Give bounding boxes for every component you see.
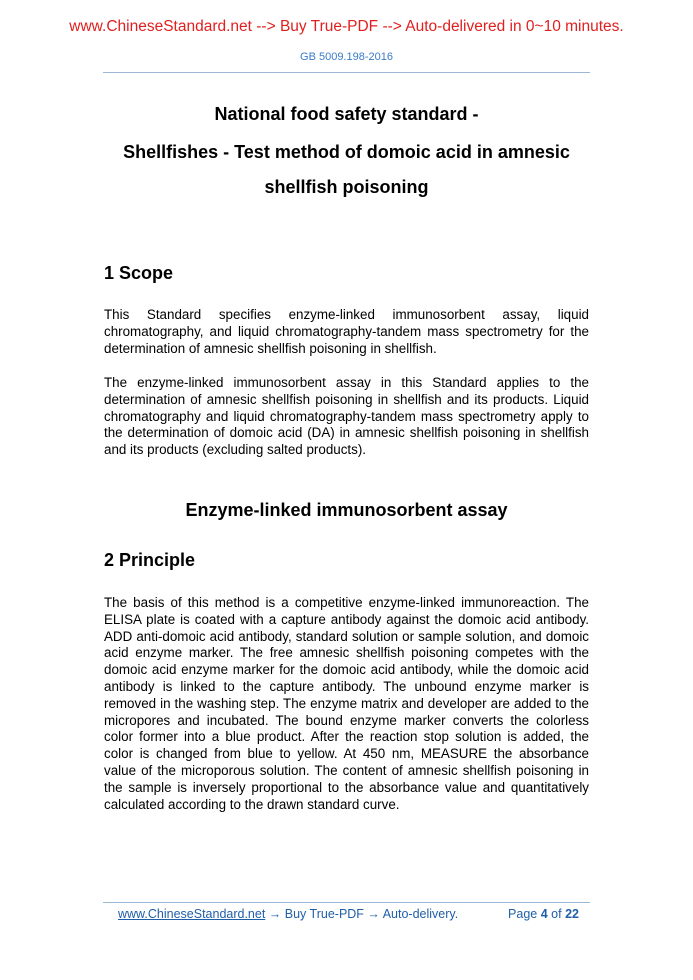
top-banner[interactable]: www.ChineseStandard.net --> Buy True-PDF --> Auto-delivered in 0~10 minutes. [69,18,624,35]
scope-paragraph-1: This Standard specifies enzyme-linked immunosorbent assay, liquid chromatography, and liquid chromatography-tandem mass spectrometry for the determination of amnesic shellfish poisoning in shellfish. [104,307,589,356]
principle-paragraph: The basis of this method is a competitive enzyme-linked immunoreaction. The ELISA plate is coated with a capture antibody against the domoic acid antibody. ADD anti-domoic acid antibody, standard solution or sample solution, and domoic acid enzyme marker. The free amnesic shellfish poisoning competes with the domoic acid enzyme marker for the domoic acid antibody, while the domoic acid antibody is linked to the capture antibody. The unbound enzyme marker is removed in the washing step. The enzyme matrix and developer are added to the micropores and incubated. The bound enzyme marker converts the colorless color former into a blue product. After the reaction stop solution is added, the color is changed from blue to yellow. At 450 nm, MEASURE the absorbance value of the microporous solution. The content of amnesic shellfish poisoning in the sample is inversely proportional to the absorbance value and quantitatively calculated according to the drawn standard curve. [104,595,589,812]
footer-text [118,907,458,921]
header-divider [103,72,590,73]
page-total: 22 [565,907,579,921]
principle-heading: 2 Principle [104,550,196,570]
scope-paragraph-2: The enzyme-linked immunosorbent assay in this Standard applies to the determination of amnesic shellfish poisoning in shellfish and its products. Liquid chromatography and liquid chromatography-tandem mass spectrometry apply to the determination of domoic acid (DA) in amnesic shellfish poisoning in shellfish and its products (excluding salted products). [104,375,589,458]
method-heading: Enzyme-linked immunosorbent assay [185,500,508,520]
title-line-3: shellfish poisoning [264,177,429,197]
footer-divider [103,902,590,903]
footer-tagline: → Buy True-PDF → Auto-delivery. [265,907,459,921]
title-line-2: Shellfishes - Test method of domoic acid in amnesic [123,142,570,162]
page-current: 4 [540,907,548,921]
page-number [508,907,579,921]
page-label: Page [508,907,538,921]
document-code: GB 5009.198-2016 [300,51,393,63]
page-of: of [551,907,562,921]
title-line-1: National food safety standard - [214,104,479,124]
scope-heading: 1 Scope [104,263,174,283]
footer-link[interactable]: www.ChineseStandard.net [118,907,266,921]
